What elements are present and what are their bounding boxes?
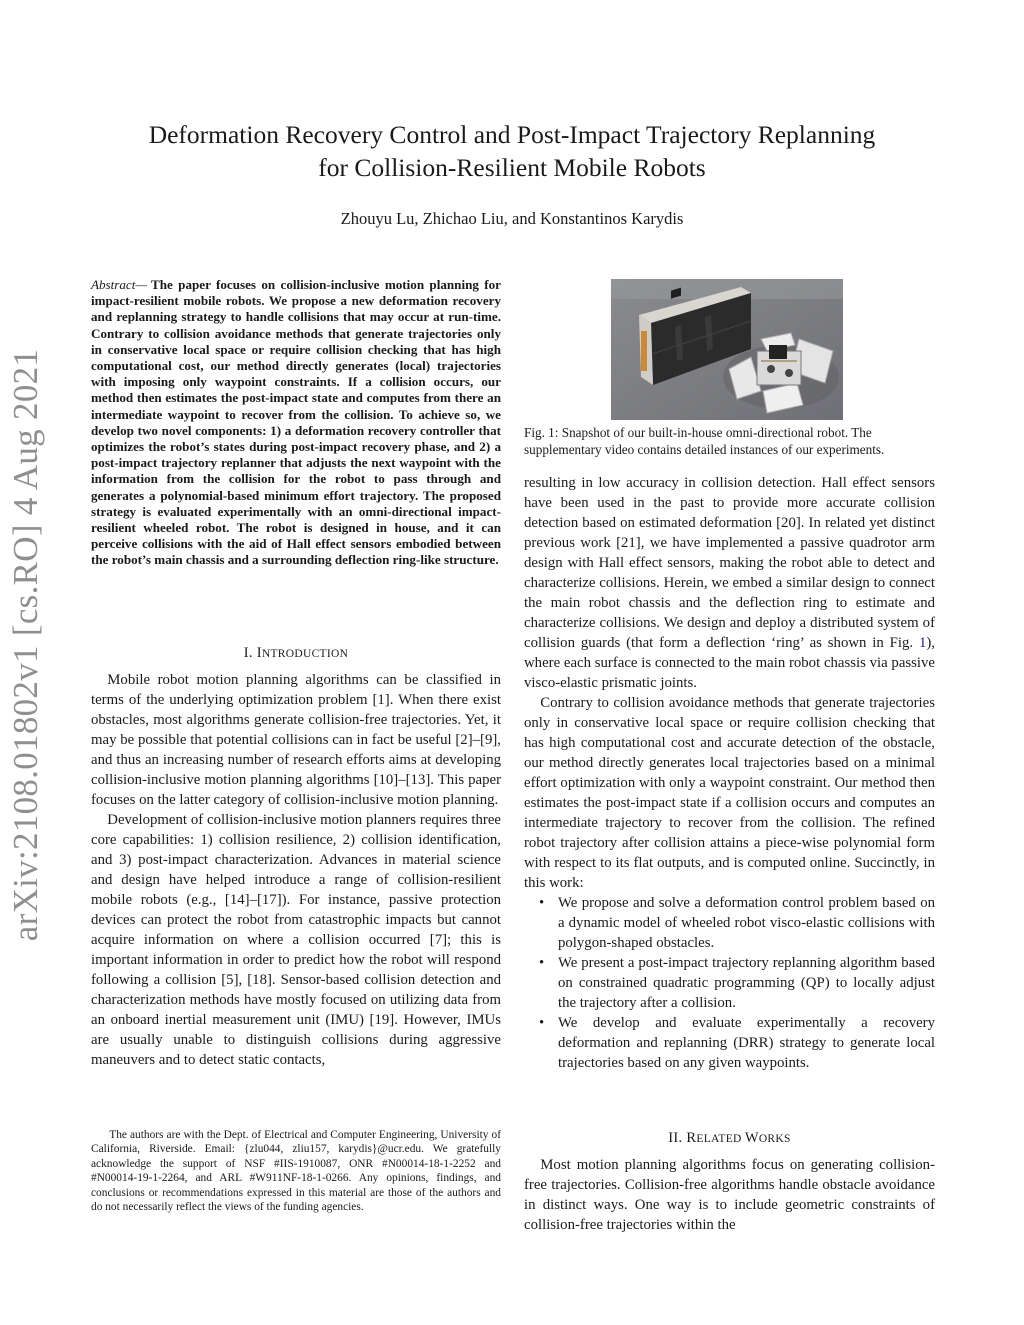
footnote [91,1128,501,1214]
figure-robot-photo [611,279,843,420]
section-initial: I [256,645,262,661]
related-paragraph-1: Most motion planning algorithms focus on generating collision-free trajectories. Collision-free algorithms handle obstacle avoidance in distinct ways. One way is to include geometric constraints of collision-free trajectories within the [524,1157,935,1233]
robot-photo-illustration [611,279,843,420]
author-list: Zhouyu Lu, Zhichao Liu, and Konstantinos Karydis [340,209,684,228]
section-initial: W [744,1130,759,1146]
arxiv-sidebar-stamp [6,335,46,955]
section-initial: R [686,1130,697,1146]
right-paragraph-1-part-b: ), where each surface is connected to the main robot chassis via passive visco-elastic prismatic joints. [524,635,935,691]
figure-caption: Fig. 1: Snapshot of our built-in-house omni-directional robot. The supplementary video contains detailed instances of our experiments. [524,425,885,457]
section-smallcaps: ELATED [696,1133,745,1145]
bullet-icon: • [539,955,545,971]
right-paragraph-1 [524,473,935,693]
section-heading-introduction [91,645,501,662]
abstract [91,277,501,569]
section-number: I. [243,645,257,661]
section-heading-related-works [524,1130,935,1147]
list-item [524,893,935,953]
bullet-icon: • [539,895,545,911]
list-item [524,1013,935,1073]
introduction-body [91,670,501,1070]
list-item-text: We present a post-impact trajectory replanning algorithm based on constrained quadratic programming (QP) to locally adjust the trajectory after a collision. [558,955,935,1011]
bullet-icon: • [539,1015,545,1031]
footnote-text: The authors are with the Dept. of Electrical and Computer Engineering, University of California, Riverside. Email: {zlu044, zliu157, karydis}@ucr.edu. We gratefully acknowledge the support of NSF #IIS-1910087, ONR #N00014-18-1-2252 and #N00014-19-1-2264, and ARL #W911NF-18-1-0266. Any opinions, findings, and conclusions or recommendations expressed in this material are those of the authors and do not necessarily reflect the views of the funding agencies. [91,1129,501,1214]
contribution-list [524,893,935,1073]
title-line-2: for Collision-Resilient Mobile Robots [318,153,706,182]
section-number: II. [668,1130,687,1146]
list-item [524,953,935,1013]
related-works-body [524,1155,935,1235]
list-item-text: We propose and solve a deformation control problem based on a dynamic model of wheeled robot visco-elastic collisions with polygon-shaped obstacles. [558,895,935,951]
abstract-text: The paper focuses on collision-inclusive motion planning for impact-resilient mobile robots. We propose a new deformation recovery and replanning strategy to handle collisions that may occur at run-time. Contrary to collision avoidance methods that generate trajectories only in conservative local space or require collision checking that has high computational cost, our method directly generates (local) trajectories with imposing only waypoint constraints. If a collision occurs, our method then estimates the post-impact state and computes from there an intermediate waypoint to recover from the collision. To achieve so, we develop two novel components: 1) a deformation recovery controller that optimizes the robot’s states during post-impact recovery phase, and 2) a post-impact trajectory replanner that adjusts the next waypoint with the information from the collision for the robot to pass through and generates a polynomial-based minimum effort trajectory. The proposed strategy is evaluated experimentally with an omni-directional impact-resilient wheeled robot. The robot is designed in house, and it can perceive collisions with the aid of Hall effect sensors embodied between the robot’s main chassis and a surrounding deflection ring-like structure. [91,277,501,568]
arxiv-identifier: arXiv:2108.01802v1 [cs.RO] 4 Aug 2021 [6,348,45,942]
intro-paragraph-2: Development of collision-inclusive motion planners requires three core capabilities: 1) collision resilience, 2) collision identification, and 3) post-impact characterization. Advances in material science and design have helped introduce a range of collision-resilient mobile robots (e.g., [14]–[17]). For instance, passive protection devices can protect the robot from catastrophic impacts but cannot acquire information on where a collision occurred [7]; this is important information in order to predict how the robot will respond following a collision [5], [18]. Sensor-based collision detection and characterization methods have mostly focused on utilizing data from an onboard inertial measurement unit (IMU) [19]. However, IMUs are usually unable to distinguish collisions during aggressive maneuvers and to detect static contacts, [91,812,501,1068]
right-column-body [524,473,935,1073]
intro-paragraph-1: Mobile robot motion planning algorithms can be classified in terms of the underlying optimization problem [1]. When there exist obstacles, most algorithms generate collision-free trajectories. Yet, it may be possible that potential collisions can in fact be useful [2]–[9], and thus an increasing number of research efforts aims at developing collision-inclusive motion planning algorithms [10]–[13]. This paper focuses on the latter category of collision-inclusive motion planning. [91,672,501,808]
paper-title [60,118,964,184]
section-smallcaps: NTRODUCTION [261,648,349,660]
list-item-text: We develop and evaluate experimentally a recovery deformation and replanning (DRR) strategy to generate local trajectories based on any given waypoints. [558,1015,935,1071]
section-smallcaps: ORKS [758,1133,791,1145]
right-paragraph-1-part-a: resulting in low accuracy in collision detection. Hall effect sensors have been used in the past to provide more accurate collision detection based on estimated deformation [20]. In related yet distinct previous work [21], we have implemented a passive quadrotor arm design with Hall effect sensors, making the robot able to detect and characterize collisions. Herein, we embed a similar design to connect the main robot chassis and the deflection ring to estimate and characterize collisions. We design and deploy a distributed system of collision guards (that form a deflection ‘ring’ as shown in Fig. [524,475,935,651]
abstract-lead: Abstract— [91,277,148,292]
title-line-1: Deformation Recovery Control and Post-Impact Trajectory Replanning [148,120,876,149]
figure-reference-link[interactable]: 1 [918,635,927,651]
right-paragraph-2: Contrary to collision avoidance methods that generate trajectories only in conservative local space or require collision checking that has high computational cost and accurate detection of the obstacle, our method directly generates local trajectories based on a minimal effort optimization with only a waypoint constraint. Our method then estimates the post-impact state if a collision occurs and computes an intermediate trajectory to recover from the collision. The refined robot trajectory after collision attains a piece-wise polynomial form with respect to its flat outputs, and is computed online. Succinctly, in this work: [524,695,935,891]
